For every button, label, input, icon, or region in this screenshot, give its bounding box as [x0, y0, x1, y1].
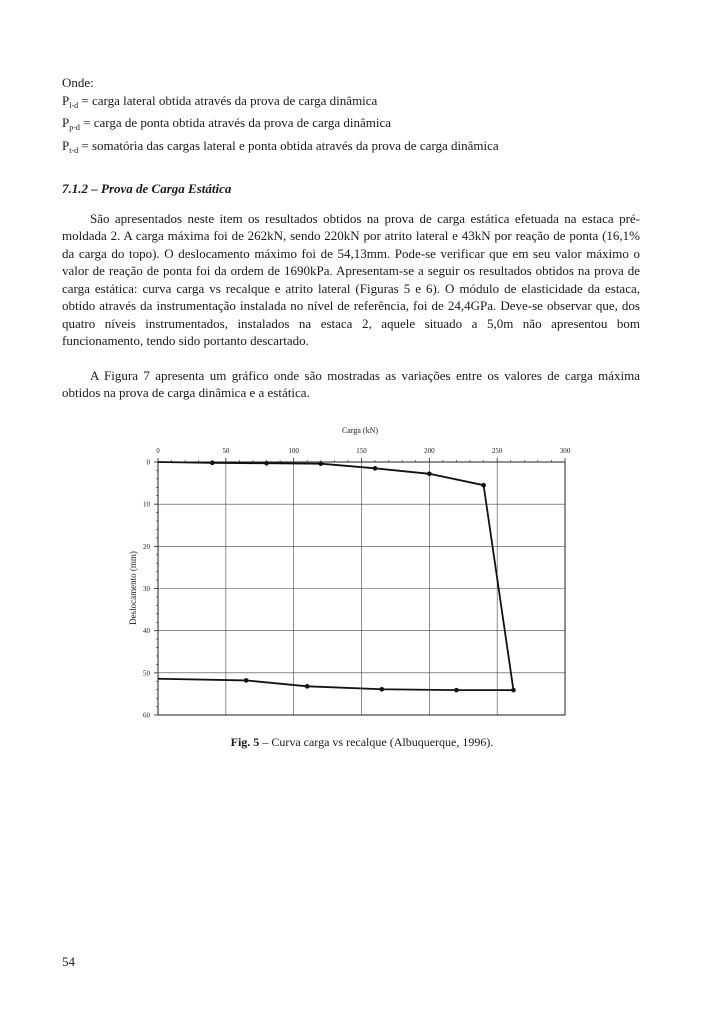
y-tick-label: 0 [146, 458, 150, 467]
data-point [210, 461, 215, 466]
x-axis-title: Carga (kN) [341, 426, 379, 435]
data-point [454, 688, 459, 693]
data-point [380, 687, 385, 692]
definition-item: $P_{l-d}$ = carga lateral obtida através da prova de carga dinâmica [62, 92, 378, 110]
figure-label: Fig. 5 [230, 735, 260, 749]
x-tick-label: 250 [491, 447, 503, 455]
data-point [427, 472, 432, 477]
y-tick-label: 30 [143, 585, 150, 593]
section-heading: 7.1.2 – Prova de Carga Estática [62, 181, 232, 196]
y-tick-label: 10 [143, 500, 150, 509]
data-point [481, 483, 486, 488]
data-point [373, 466, 378, 471]
definitions-block [62, 74, 662, 159]
data-point [244, 678, 249, 683]
y-tick-label: 40 [143, 627, 150, 636]
data-point [319, 461, 324, 466]
data-point [511, 688, 516, 693]
y-tick-label: 50 [143, 669, 150, 678]
load-settlement-curve [158, 462, 513, 690]
figure-caption [0, 735, 724, 750]
y-axis-title: Deslocamento (mm) [128, 551, 138, 625]
data-point [305, 684, 310, 689]
x-tick-label: 150 [356, 447, 367, 455]
definitions-intro: Onde: [62, 75, 94, 90]
y-tick-label: 20 [143, 542, 150, 551]
definition-item: $P_{p-d}$ = carga de ponta obtida através da prova de carga dinâmica [62, 115, 392, 132]
x-tick-label: 100 [288, 447, 299, 455]
paragraph-figure-reference: A Figura 7 apresenta um gráfico onde são mostradas as variações entre os valores de carga máxima obtidos na prova de carga dinâmica e a estática. [62, 368, 640, 401]
x-tick-label: 0 [156, 447, 160, 455]
definition-item: $P_{t-d}$ = somatória das cargas lateral e ponta obtida através da prova de carga dinâmica [62, 137, 499, 155]
data-point [264, 461, 269, 466]
x-tick-label: 200 [424, 447, 435, 455]
load-settlement-chart [120, 418, 590, 728]
paragraph-static-load-test: São apresentados neste item os resultados obtidos na prova de carga estática efetuada na estaca pré-moldada 2. A carga máxima foi de 262kN, sendo 220kN por atrito lateral e 43kN por reação de ponta (16,1% da carga do topo). O deslocamento máximo foi de 54,13mm. Pode-se verificar que em seu valor máximo o valor de reação de ponta foi da ordem de 1690kPa. Apresentam-se a seguir os resultados obtidos na prova de carga estática: curva carga vs recalque e atrito lateral (Figuras 5 e 6). O módulo de elasticidade da estaca, obtido através da instrumentação instalada no nível de referência, foi de 24,4GPa. Deve-se observar que, dos quatro níveis instrumentados, instalados na estaca 2, aquele situado a 5,0m não apresentou bom funcionamento, tendo sido portanto descartado. [62, 211, 640, 349]
figure-caption-text: – Curva carga vs recalque (Albuquerque, 1996). [259, 735, 494, 749]
x-tick-label: 300 [559, 447, 571, 455]
x-tick-label: 50 [222, 447, 230, 455]
page-number: 54 [62, 954, 75, 969]
y-tick-label: 60 [143, 711, 150, 720]
